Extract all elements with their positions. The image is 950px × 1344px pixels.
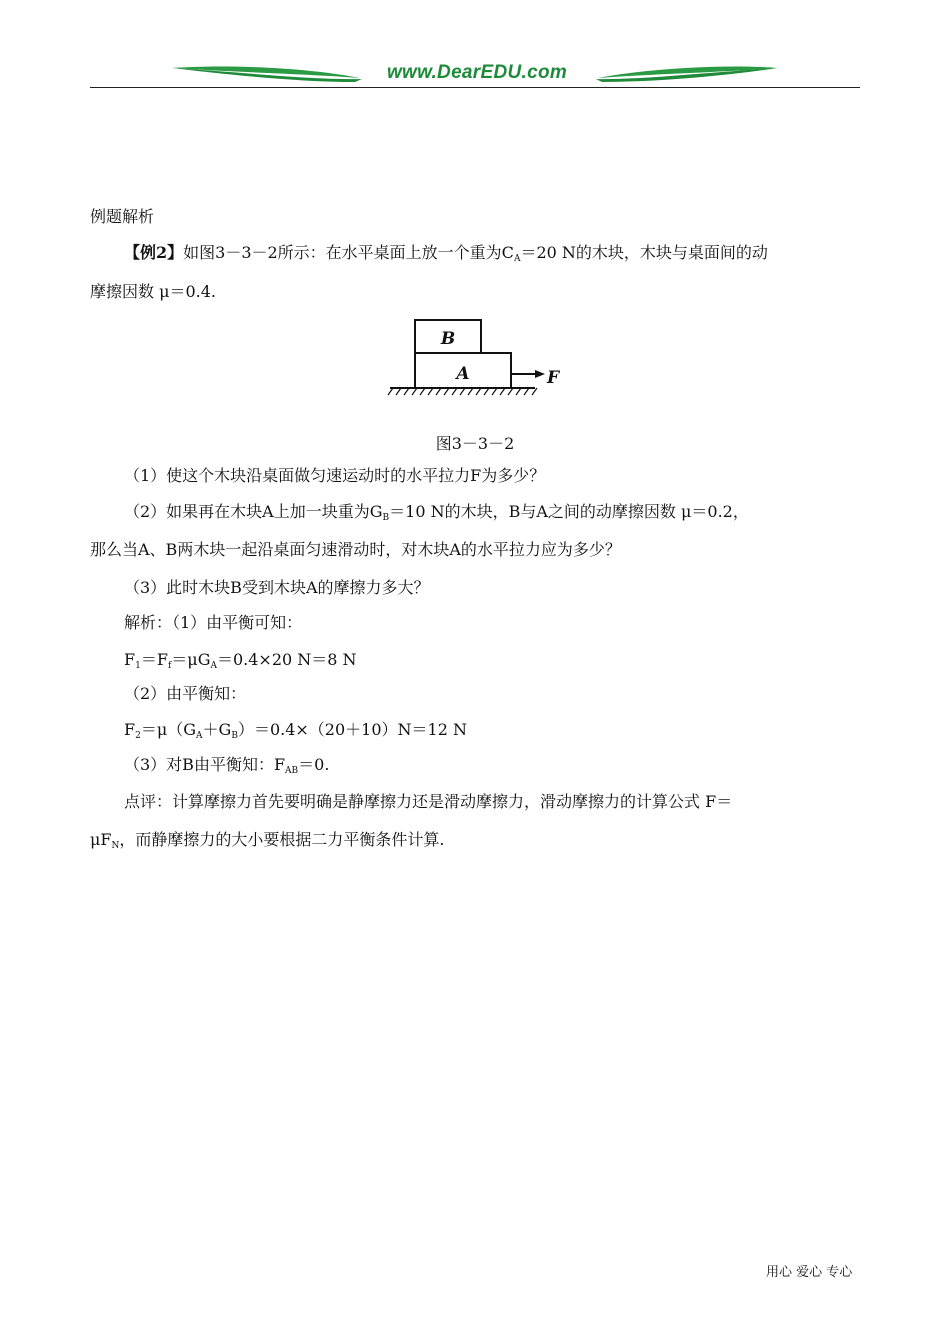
block-diagram [385, 315, 570, 400]
section-title: 例题解析 [90, 207, 155, 226]
question-2-line-2: 那么当A、B两木块一起沿桌面匀速滑动时，对木块A的水平拉力应为多少？ [90, 540, 621, 559]
label-a: A [456, 364, 470, 384]
ground-hatching [388, 388, 537, 395]
question-2-text-a: （2）如果再在木块A上加一块重为G [124, 502, 383, 521]
comment-line-2: $\mu F_N$，而静摩擦力的大小要根据二力平衡条件计算. [90, 830, 445, 851]
force-arrow-head [535, 370, 545, 378]
question-2-text-b: ＝10 N的木块，B与A之间的动摩擦因数 μ＝0.2， [389, 502, 749, 521]
equation-2: $F_2=\mu(G_A+G_B)=0.4\times(20+10)N=12$ N [124, 720, 467, 741]
label-f: F [547, 368, 560, 388]
question-3: （3）此时木块B受到木块A的摩擦力多大？ [124, 578, 430, 597]
solution-head: 解析：（1）由平衡可知： [124, 613, 303, 632]
header-logo-text: www.DearEDU.com [386, 62, 568, 83]
label-b: B [440, 329, 456, 349]
problem-intro-text-b: ＝20 N的木块，木块与桌面间的动 [520, 243, 768, 262]
subscript: B [382, 513, 390, 523]
equation-1: $F_1=F_f=\mu G_A=0.4\times 20$ N＝8 N [124, 650, 357, 671]
page-footer: 用心 爱心 专心 [766, 1265, 853, 1280]
header-rule [90, 87, 860, 88]
solution-step-2: （2）由平衡知： [124, 684, 247, 703]
question-2-line-1 [124, 502, 749, 522]
solution-step-3: （3）对B由平衡知：$F_{AB}=0$. [124, 755, 330, 776]
question-1: （1）使这个木块沿桌面做匀速运动时的水平拉力F为多少？ [124, 466, 546, 485]
problem-intro-line-1 [124, 243, 768, 263]
problem-intro-text-a: 如图3－3－2所示：在水平桌面上放一个重为C [183, 243, 514, 262]
problem-intro-line-2: 摩擦因数 μ＝0.4. [90, 282, 217, 301]
comment-line-1: 点评：计算摩擦力首先要明确是静摩擦力还是滑动摩擦力，滑动摩擦力的计算公式 F＝ [124, 792, 733, 811]
figure-caption: 图3－3－2 [435, 434, 515, 453]
subscript: A [513, 254, 521, 264]
problem-tag: 【例2】 [124, 243, 184, 262]
